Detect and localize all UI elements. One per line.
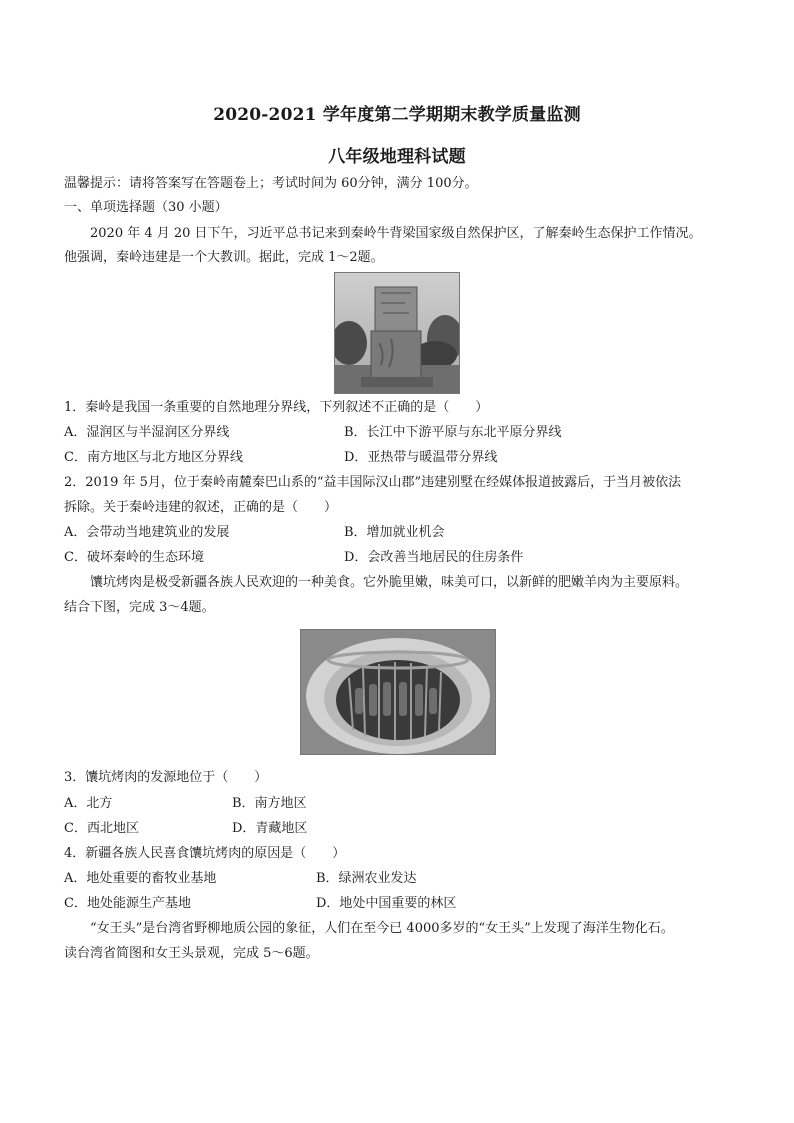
- q1-option-b: B．长江中下游平原与东北平原分界线: [344, 425, 562, 440]
- passage-1-line-2: 他强调，秦岭违建是一个大教训。据此，完成 1～2题。: [64, 250, 384, 265]
- exam-subtitle: 八年级地理科试题: [328, 147, 466, 167]
- section-title: 一、单项选择题（30 小题）: [64, 200, 228, 215]
- qinling-monument-photo: [334, 272, 460, 394]
- passage-3-line-2: 读台湾省简图和女王头景观，完成 5～6题。: [64, 946, 319, 961]
- q4-option-c: C．地处能源生产基地: [64, 896, 191, 911]
- q2-option-c: C．破坏秦岭的生态环境: [64, 550, 204, 565]
- q3-option-a: A．北方: [64, 796, 113, 811]
- passage-3-line-1: “女王头”是台湾省野柳地质公园的象征，人们在至今已 4000多岁的“女王头”上发现了海洋生物化石。: [90, 921, 674, 936]
- q2-stem-line-2: 拆除。关于秦岭违建的叙述，正确的是（ ）: [64, 500, 338, 515]
- q3-option-d: D．青藏地区: [232, 821, 308, 836]
- passage-2-line-1: 馕坑烤肉是极受新疆各族人民欢迎的一种美食。它外脆里嫩，味美可口，以新鲜的肥嫩羊肉为主要原料。: [90, 575, 689, 590]
- q1-option-c: C．南方地区与北方地区分界线: [64, 450, 243, 465]
- q4-option-d: D．地处中国重要的林区: [316, 896, 457, 911]
- q3-option-c: C．西北地区: [64, 821, 139, 836]
- q3-stem: 3．馕坑烤肉的发源地位于（ ）: [64, 770, 268, 785]
- q4-option-a: A．地处重要的畜牧业基地: [64, 871, 217, 886]
- q3-option-b: B．南方地区: [232, 796, 307, 811]
- q2-stem-line-1: 2．2019 年 5月，位于秦岭南麓秦巴山系的“益丰国际汉山郡”违建别墅在经媒体报道披露后，于当月被依法: [64, 475, 682, 490]
- q2-option-a: A．会带动当地建筑业的发展: [64, 525, 230, 540]
- q2-option-b: B．增加就业机会: [344, 525, 445, 540]
- q4-option-b: B．绿洲农业发达: [316, 871, 417, 886]
- notice-text: 温馨提示：请将答案写在答题卷上；考试时间为 60分钟，满分 100分。: [64, 176, 478, 191]
- passage-2-line-2: 结合下图，完成 3～4题。: [64, 600, 215, 615]
- q1-stem: 1．秦岭是我国一条重要的自然地理分界线，下列叙述不正确的是（ ）: [64, 400, 489, 415]
- naan-pit-image: [301, 630, 495, 754]
- q1-option-a: A．湿润区与半湿润区分界线: [64, 425, 230, 440]
- exam-title: 2020-2021 学年度第二学期期末教学质量监测: [213, 105, 581, 125]
- naan-pit-photo: [300, 629, 496, 755]
- q2-option-d: D．会改善当地居民的住房条件: [344, 550, 524, 565]
- q1-option-d: D．亚热带与暖温带分界线: [344, 450, 498, 465]
- qinling-monument-image: [335, 273, 459, 393]
- q4-stem: 4．新疆各族人民喜食馕坑烤肉的原因是（ ）: [64, 846, 346, 861]
- passage-1-line-1: 2020 年 4 月 20 日下午，习近平总书记来到秦岭牛背梁国家级自然保护区，了解秦岭生态保护工作情况。: [90, 226, 702, 241]
